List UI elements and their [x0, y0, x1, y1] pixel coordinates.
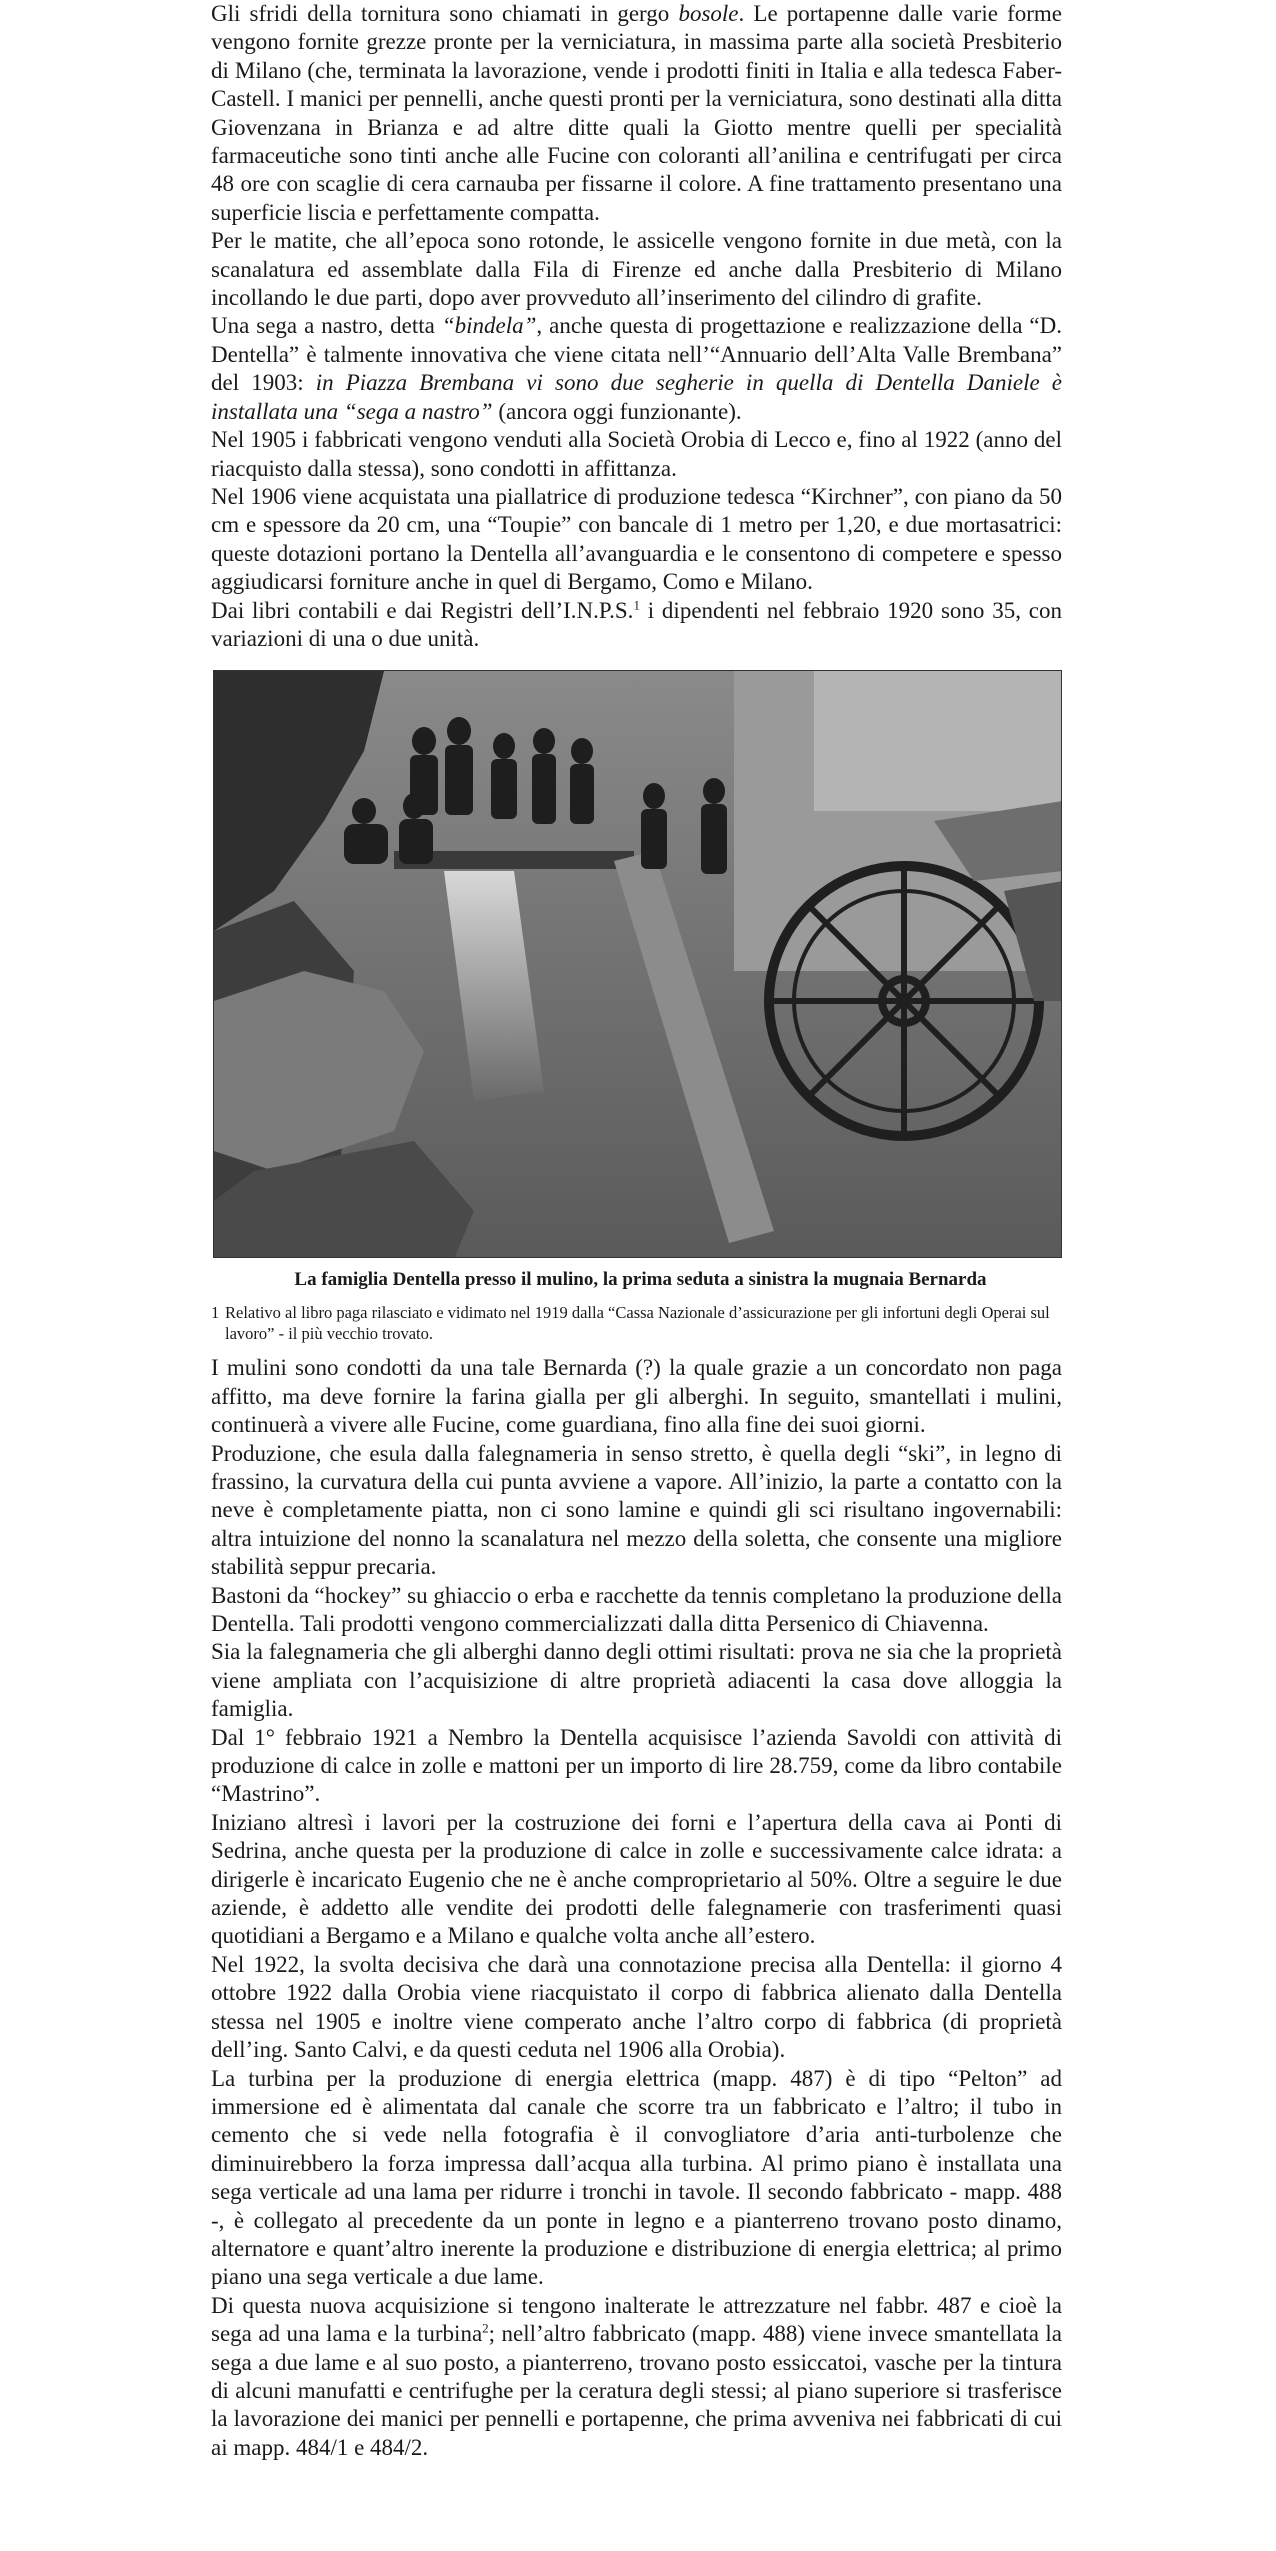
text-run: Dal 1° febbraio 1921 a Nembro la Dentella acquisisce l’azienda Savoldi con attività di produzione di calce in zolle e mattoni per un importo di lire 28.759, come da libro contabile “Mastrino”. [211, 1724, 1062, 1807]
document-page [211, 0, 1062, 2462]
text-run: La turbina per la produzione di energia elettrica (mapp. 487) è di tipo “Pelton” ad immersione ed è alimentata dal canale che scorre tra un fabbricato e l’altro; il tubo in cemento che si vede nella fotografia è il convogliatore d’aria anti-turbolenze che diminuirebbero la forza impressa dall’acqua alla turbina. Al primo piano è installata una sega verticale ad una lama per ridurre i tronchi in tavole. Il secondo fabbricato - mapp. 488 -, è collegato al precedente da un ponte in legno e a pianterreno trovano posto dinamo, alternatore e quant’altro inerente la produzione e distribuzione di energia elettrica; al primo piano una sega verticale a due lame. [211, 2065, 1062, 2290]
paragraph [211, 1809, 1062, 1951]
text-run: Iniziano altresì i lavori per la costruzione dei forni e l’apertura della cava ai Ponti di Sedrina, anche questa per la produzione di calce in zolle e successivamente calce idrata: a dirigerle è incaricato Eugenio che ne è anche comproprietario al 50%. Oltre a seguire le due aziende, è addetto alle vendite dei prodotti delle falegnamerie con trasferimenti quasi quotidiani a Bergamo e a Milano e qualche volta anche all’estero. [211, 1809, 1062, 1949]
paragraph [211, 2065, 1062, 2292]
paragraph [211, 426, 1062, 483]
paragraph [211, 483, 1062, 597]
text-run: Gli sfridi della tornitura sono chiamati in gergo [211, 1, 679, 26]
paragraph [211, 0, 1062, 227]
body-text-bottom [211, 1354, 1062, 2462]
text-run: Per le matite, che all’epoca sono rotonde, le assicelle vengono fornite in due metà, con la scanalatura ed assemblate dalla Fila di Firenze ed anche dalla Presbiterio di Milano incollando le due parti, dopo aver provveduto all’inserimento del cilindro di grafite. [211, 228, 1062, 311]
text-run: ; nell’altro fabbricato (mapp. 488) viene invece smantellata la sega a due lame e al suo posto, a pianterreno, trovano posto essiccatoi, vasche per la tintura di alcuni manufatti e centrifughe per la ceratura degli stessi; al piano superiore si trasferisce la lavorazione dei manici per pennelli e portapenne, che prima avveniva nei fabbricati di cui ai mapp. 484/1 e 484/2. [211, 2321, 1063, 2460]
paragraph [211, 1638, 1062, 1723]
text-run: (ancora oggi funzionante). [492, 398, 742, 424]
text-run: Nel 1922, la svolta decisiva che darà una connotazione precisa alla Dentella: il giorno 4 ottobre 1922 dalla Orobia viene riacquistato il corpo di fabbrica alienato dalla Dentella stessa nel 1905 e inoltre viene comperato anche l’altro corpo di fabbrica (di proprietà dell’ing. Santo Calvi, e da questi ceduta nel 1906 alla Orobia). [211, 1951, 1062, 2063]
text-run: in Piazza Brembana vi sono due segherie in quella di Dentella Daniele è installata una “sega a nastro” [211, 370, 1062, 424]
text-run: “bindela” [441, 313, 537, 339]
text-run: Produzione, che esula dalla falegnameria in senso stretto, è quella degli “ski”, in legno di frassino, la curvatura della cui punta avviene a vapore. All’inizio, la parte a contatto con la neve è completamente piatta, non ci sono lamine e quindi gli sci risultano ingovernabili: altra intuizione del nonno la scanalatura nel mezzo della soletta, che consente una migliore stabilità seppur precaria. [211, 1440, 1062, 1580]
footnote [211, 1302, 1071, 1344]
paragraph [211, 227, 1062, 312]
text-run: Bastoni da “hockey” su ghiaccio o erba e racchette da tennis completano la produzione della Dentella. Tali prodotti vengono commercializzati dalla ditta Persenico di Chiavenna. [211, 1582, 1062, 1636]
text-run: . Le portapenne dalle varie forme vengono fornite grezze pronte per la verniciatura, in massima parte alla società Presbiterio di Milano (che, terminata la lavorazione, vende i prodotti finiti in Italia e alla tedesca Faber-Castell. I manici per pennelli, anche questi pronti per la verniciatura, sono destinati alla ditta Giovenzana in Brianza e ad altre ditte quali la Giotto mentre quelli per specialità farmaceutiche sono tinti anche alle Fucine con coloranti all’anilina e centrifugati per circa 48 ore con scaglie di cera carnauba per fissarne il colore. A fine trattamento presentano una superficie liscia e perfettamente compatta. [211, 1, 1062, 225]
paragraph [211, 312, 1062, 426]
paragraph [211, 597, 1062, 654]
paragraph [211, 2292, 1062, 2462]
text-run: Di questa nuova acquisizione si tengono inalterate le attrezzature nel fabbr. 487 e cioè la sega ad una lama e la turbina [211, 2292, 1062, 2347]
paragraph [211, 1354, 1062, 1439]
historical-photo [213, 670, 1062, 1258]
text-run: Una sega a nastro, detta [211, 313, 442, 339]
text-run: , anche questa di progettazione e realizzazione della “D. Dentella” è talmente innovativa che viene citata nell’“Annuario dell’Alta Valle Brembana” del 1903: [211, 313, 1062, 396]
text-run: Sia la falegnameria che gli alberghi danno degli ottimi risultati: prova ne sia che la proprietà viene ampliata con l’acquisizione di altre proprietà adiacenti la casa dove alloggia la famiglia. [211, 1639, 1062, 1722]
figure-caption: La famiglia Dentella presso il mulino, la prima seduta a sinistra la mugnaia Bernarda [294, 1269, 987, 1291]
footnote-marker: 1 [211, 1303, 220, 1323]
text-run: bosole [678, 1, 739, 26]
text-run: I mulini sono condotti da una tale Bernarda (?) la quale grazie a un concordato non paga affitto, ma deve fornire la farina gialla per gli alberghi. In seguito, smantellati i mulini, continuerà a vivere alle Fucine, come guardiana, fino alla fine dei suoi giorni. [211, 1355, 1062, 1438]
footnote-reference: 1 [633, 596, 640, 612]
mill-photo-illustration [214, 671, 1062, 1258]
paragraph [211, 1440, 1062, 1582]
paragraph [211, 1724, 1062, 1809]
footnote-text: Relativo al libro paga rilasciato e vidimato nel 1919 dalla “Cassa Nazionale d’assicurazione per gli infortuni degli Operai sul lavoro” - il più vecchio trovato. [225, 1303, 1050, 1344]
paragraph [211, 1582, 1062, 1639]
text-run: Nel 1905 i fabbricati vengono venduti alla Società Orobia di Lecco e, fino al 1922 (anno del riacquisto dalla stessa), sono condotti in affittanza. [211, 427, 1062, 481]
text-run: Nel 1906 viene acquistata una piallatrice di produzione tedesca “Kirchner”, con piano da 50 cm e spessore da 20 cm, una “Toupie” con bancale di 1 metro per 1,20, e due mortasatrici: queste dotazioni portano la Dentella all’avanguardia e le consentono di competere e spesso aggiudicarsi forniture anche in quel di Bergamo, Como e Milano. [211, 483, 1062, 595]
paragraph [211, 1951, 1062, 2065]
text-run: i dipendenti nel febbraio 1920 sono 35, con variazioni di una o due unità. [211, 597, 1062, 651]
water-wheel-icon [769, 866, 1039, 1136]
footnote-reference: 2 [482, 2320, 489, 2336]
text-run: Dai libri contabili e dai Registri dell’I.N.P.S. [211, 597, 634, 623]
body-text-top [211, 0, 1062, 653]
